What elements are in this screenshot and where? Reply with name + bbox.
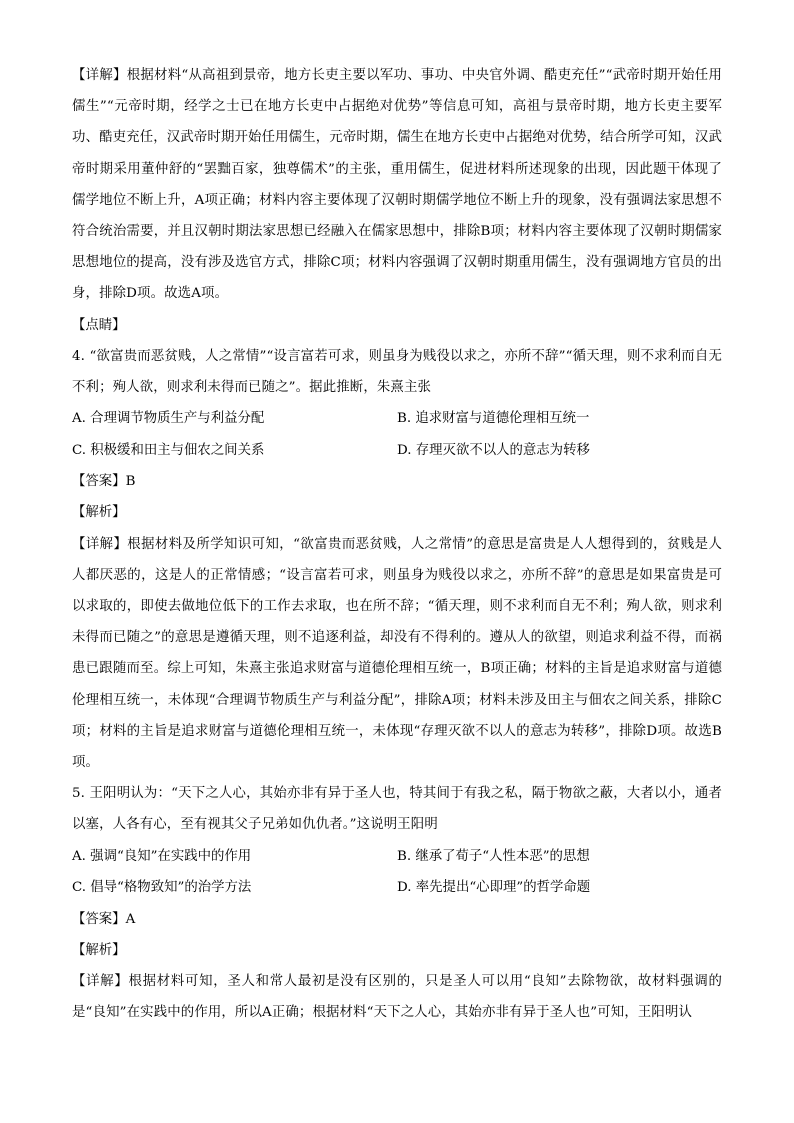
q4-detail-text: 根据材料及所学知识可知，“欲富贵而恶贫贱，人之常情”的意思是富贵是人人想得到的，贫贱是人人都厌恶的，这是人的正常情感；“设言富若可求，则虽身为贱役以求之，亦所不辞”的意思是如果富贵是可以求取的，即使去做地位低下的工作去求取，也在所不辞；“循天理，则不求利而自无不利；殉人欲，则求利未得而已随之”的意思是遵循天理，则不追逐利益，却没有不得利的。遵从人的欲望，则追求利益不得，而祸患已跟随而至。综上可知，朱熹主张追求财富与道德伦理相互统一，B项正确；材料的主旨是追求财富与道德伦理相互统一，未体现“合理调节物质生产与利益分配”，排除A项；材料未涉及田主与佃农之间关系，排除C项；材料的主旨是追求财富与道德伦理相互统一，未体现“存理灭欲不以人的意志为转移”，排除D项。故选B项。	[72, 536, 722, 771]
q4-answer: B	[125, 474, 136, 490]
q5-option-b: B. 继承了荀子“人性本恶”的思想	[397, 848, 590, 864]
q4-options-row-1	[72, 403, 722, 435]
answer-tag: 【答案】	[72, 474, 126, 490]
q5-analysis-tag: 【解析】	[72, 942, 126, 958]
q5-answer: A	[125, 911, 136, 927]
q4-answer-line	[72, 466, 722, 497]
document-page	[72, 60, 722, 1028]
q4-stem: 4. “欲富贵而恶贫贱，人之常情”“设言富若可求，则虽身为贱役以求之，亦所不辞”“循天理，则不求利而自无不利；殉人欲，则求利未得而已随之”。据此推断，朱熹主张	[72, 348, 722, 396]
q4-option-c: C. 积极缓和田主与佃农之间关系	[72, 442, 265, 458]
q5-answer-line	[72, 904, 722, 935]
q5-stem: 5. 王阳明认为：“天下之人心，其始亦非有异于圣人也，特其间于有我之私，隔于物欲之蔽，大者以小，通者以塞，人各有心，至有视其父子兄弟如仇仇者。”这说明王阳明	[72, 786, 722, 833]
q4-analysis-tag: 【解析】	[72, 505, 126, 521]
q5-options-row-2	[72, 872, 722, 904]
detail-tag: 【详解】	[72, 536, 128, 552]
q3-detail-paragraph	[72, 60, 722, 310]
detail-tag: 【详解】	[72, 974, 129, 990]
q5-options-row-1	[72, 841, 722, 873]
q4-options-row-2	[72, 435, 722, 467]
pointing-tag: 【点睛】	[72, 317, 126, 333]
detail-tag: 【详解】	[72, 68, 127, 83]
q4-option-b: B. 追求财富与道德伦理相互统一	[397, 411, 590, 427]
q5-detail-text: 根据材料可知，圣人和常人最初是没有区别的，只是圣人可以用“良知”去除物欲，故材料强调的是“良知”在实践中的作用，所以A正确；根据材料“天下之人心，其始亦非有异于圣人也”可知，王阳明认	[72, 974, 722, 1021]
q5-option-c: C. 倡导“格物致知”的治学方法	[72, 880, 252, 896]
q4-option-a: A. 合理调节物质生产与利益分配	[72, 411, 265, 427]
q5-detail-paragraph	[72, 966, 722, 1028]
q4-detail-paragraph	[72, 529, 722, 779]
q3-detail-text: 根据材料“从高祖到景帝，地方长吏主要以军功、事功、中央官外调、酷吏充任”“武帝时期开始任用儒生”“元帝时期，经学之士已在地方长吏中占据绝对优势”等信息可知，高祖与景帝时期，地方长吏主要军功、酷吏充任，汉武帝时期开始任用儒生，元帝时期，儒生在地方长吏中占据绝对优势，结合所学可知，汉武帝时期采用董仲舒的“罢黜百家，独尊儒术”的主张，重用儒生，促进材料所述现象的出现，因此题干体现了儒学地位不断上升，A项正确；材料内容主要体现了汉朝时期儒学地位不断上升的现象，没有强调法家思想不符合统治需要，并且汉朝时期法家思想已经融入在儒家思想中，排除B项；材料内容主要体现了汉朝时期儒家思想地位的提高，没有涉及选官方式，排除C项；材料内容强调了汉朝时期重用儒生，没有强调地方官员的出身，排除D项。故选A项。	[72, 68, 722, 302]
q5-option-a: A. 强调“良知”在实践中的作用	[72, 848, 252, 864]
answer-tag: 【答案】	[72, 911, 126, 927]
q4-option-d: D. 存理灭欲不以人的意志为转移	[397, 442, 590, 458]
q5-option-d: D. 率先提出“心即理”的哲学命题	[397, 880, 591, 896]
